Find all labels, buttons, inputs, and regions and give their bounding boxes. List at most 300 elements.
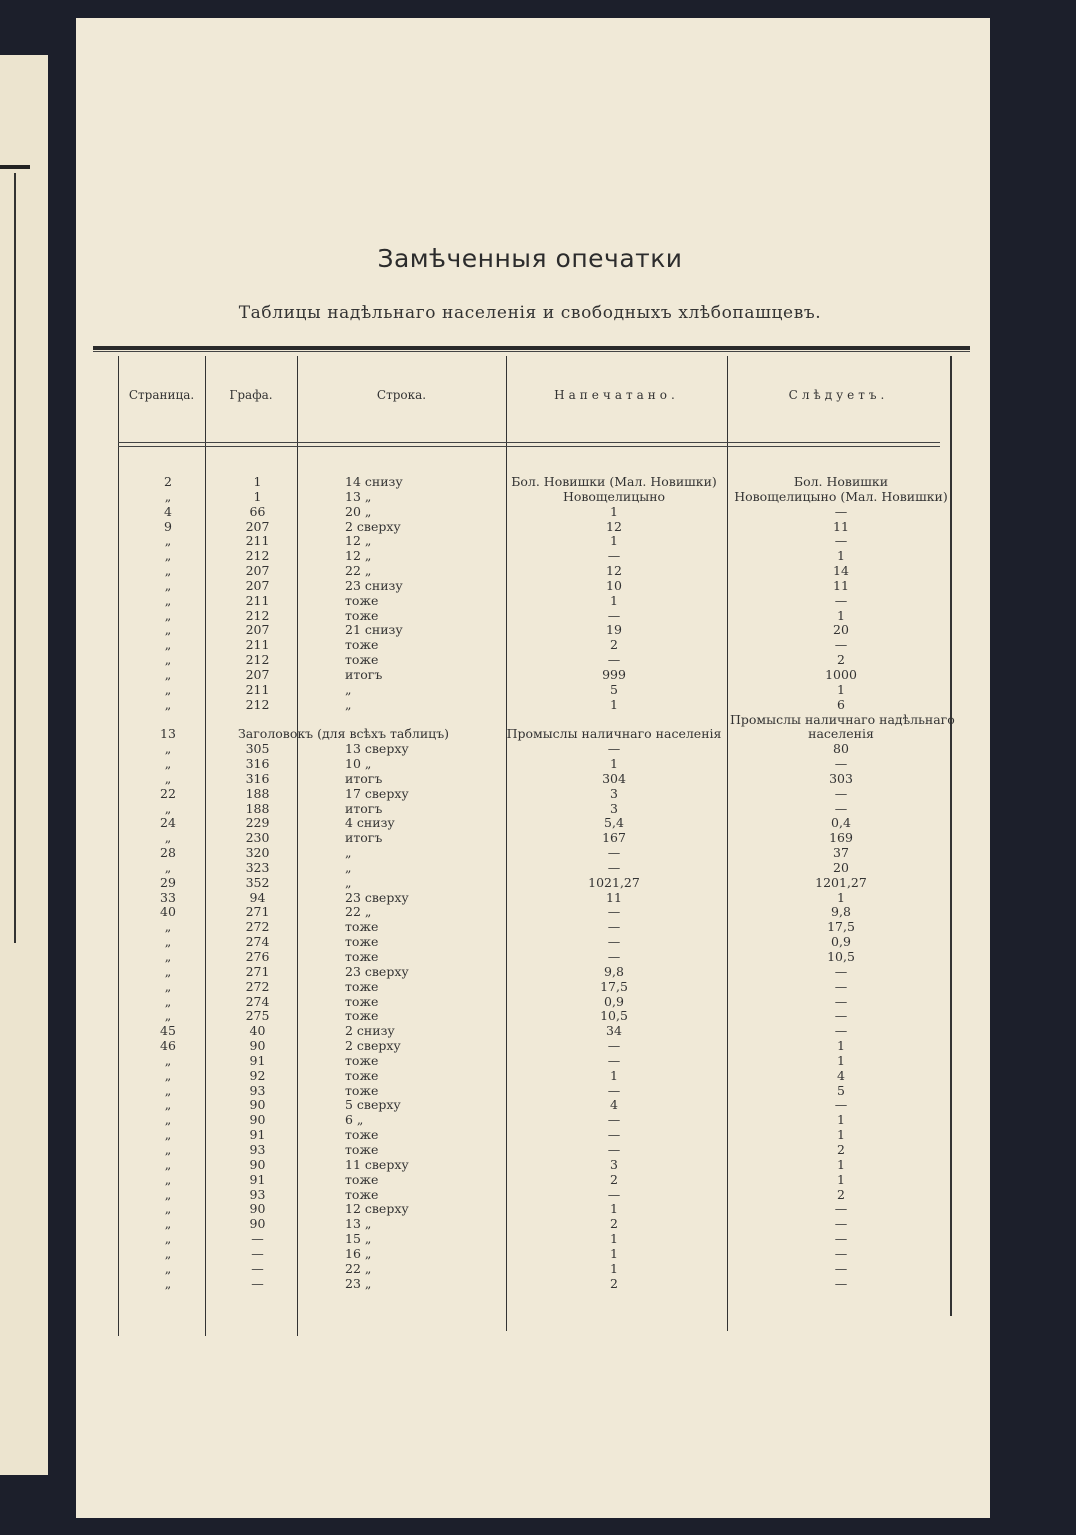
cell-line: тоже — [345, 1171, 379, 1187]
cell-page: „ — [164, 681, 172, 697]
cell-line: тоже — [345, 592, 379, 608]
cell-line: 6 „ — [345, 1112, 364, 1128]
cell-should-be: 1 — [837, 1038, 845, 1054]
cell-page: „ — [164, 696, 172, 712]
cell-page: 28 — [160, 845, 176, 861]
table-row — [0, 489, 1076, 504]
cell-printed: 0,9 — [604, 993, 624, 1009]
cell-line: 11 сверху — [345, 1156, 409, 1172]
cell-printed: 304 — [602, 770, 626, 786]
cell-should-be: 0,4 — [831, 815, 851, 831]
cell-printed: — — [607, 1127, 621, 1143]
cell-should-be: — — [834, 592, 848, 608]
cell-printed: 9,8 — [604, 963, 624, 979]
table-row — [0, 919, 1076, 934]
cell-page: „ — [164, 770, 172, 786]
table-row — [0, 712, 1076, 727]
cell-column: 188 — [245, 800, 270, 816]
cell-should-be: 9,8 — [831, 904, 851, 920]
cell-column: 207 — [245, 577, 270, 593]
cell-line: 2 сверху — [345, 1038, 401, 1054]
cell-should-be: — — [834, 1023, 848, 1039]
cell-column: 66 — [249, 503, 266, 519]
cell-page: „ — [164, 666, 172, 682]
cell-column: 93 — [249, 1141, 266, 1157]
cell-column: 352 — [245, 874, 270, 890]
table-row — [0, 1053, 1076, 1068]
cell-page: 45 — [160, 1023, 176, 1039]
cell-should-be: — — [834, 1260, 848, 1276]
cell-page: „ — [164, 563, 172, 579]
cell-should-be: — — [834, 963, 848, 979]
cell-page: „ — [164, 919, 172, 935]
cell-should-be: 20 — [833, 859, 849, 875]
table-row — [0, 786, 1076, 801]
cell-should-be: 1 — [837, 1156, 845, 1172]
cell-line: 13 „ — [345, 488, 372, 504]
cell-page: 24 — [160, 815, 176, 831]
cell-printed: 1 — [610, 1201, 618, 1217]
cell-column: 271 — [245, 963, 270, 979]
cell-printed: — — [607, 652, 621, 668]
cell-printed: 1 — [610, 592, 618, 608]
cell-should-be: населенія — [808, 726, 874, 742]
cell-column: 211 — [245, 637, 270, 653]
table-row — [0, 1008, 1076, 1023]
cell-printed: — — [607, 1052, 621, 1068]
cell-page: „ — [164, 963, 172, 979]
cell-column: 212 — [245, 607, 270, 623]
table-row — [0, 979, 1076, 994]
cell-page: „ — [164, 1275, 172, 1291]
cell-line: 22 „ — [345, 563, 372, 579]
cell-should-be: 1 — [837, 548, 845, 564]
table-row — [0, 726, 1076, 741]
cell-column: — — [251, 1260, 264, 1276]
cell-page: „ — [164, 1156, 172, 1172]
cell-printed: — — [607, 934, 621, 950]
cell-should-be: 1 — [837, 607, 845, 623]
cell-printed: 3 — [610, 785, 618, 801]
cell-should-be: — — [834, 533, 848, 549]
page-subtitle: Таблицы надѣльнаго населенія и свободныхъ хлѣбопашцевъ. — [238, 303, 822, 323]
cell-column: 212 — [245, 548, 270, 564]
cell-line: тоже — [345, 652, 379, 668]
left-page-rule — [0, 165, 30, 169]
cell-should-be: 11 — [833, 577, 849, 593]
cell-printed: — — [607, 919, 621, 935]
cell-line: 12 „ — [345, 548, 372, 564]
cell-line: 15 „ — [345, 1231, 372, 1247]
table-row — [0, 756, 1076, 771]
cell-printed: 2 — [610, 637, 618, 653]
cell-printed: — — [607, 949, 621, 964]
cell-printed: 1 — [610, 696, 618, 712]
cell-printed: 167 — [602, 830, 626, 846]
table-row — [0, 578, 1076, 593]
cell-line: 16 „ — [345, 1245, 372, 1261]
cell-line: 22 „ — [345, 1260, 372, 1276]
table-row — [0, 548, 1076, 563]
cell-printed: 1 — [610, 533, 618, 549]
cell-column: 211 — [245, 592, 270, 608]
cell-column: 1 — [253, 474, 262, 489]
cell-page: „ — [164, 1052, 172, 1068]
cell-should-be: 14 — [833, 563, 849, 579]
table-row — [0, 667, 1076, 682]
table-row — [0, 1023, 1076, 1038]
cell-line: тоже — [345, 919, 379, 935]
table-row — [0, 964, 1076, 979]
cell-column: 272 — [245, 919, 270, 935]
cell-column: 93 — [249, 1186, 266, 1202]
cell-printed: 19 — [606, 622, 622, 638]
cell-printed: — — [607, 845, 621, 861]
table-row — [0, 994, 1076, 1009]
cell-page: „ — [164, 1097, 172, 1113]
cell-should-be: — — [834, 1216, 848, 1232]
cell-line: „ — [345, 859, 352, 875]
cell-column: 1 — [253, 488, 262, 504]
table-row — [0, 1246, 1076, 1261]
cell-line: тоже — [345, 1127, 379, 1143]
cell-line: 4 снизу — [345, 815, 395, 831]
cell-column: 323 — [245, 859, 270, 875]
cell-line: 2 сверху — [345, 518, 401, 534]
cell-printed: 12 — [606, 563, 622, 579]
cell-page: „ — [164, 1216, 172, 1232]
cell-line: тоже — [345, 1141, 379, 1157]
cell-column: 305 — [245, 741, 270, 757]
table-row — [0, 1112, 1076, 1127]
cell-printed: Промыслы наличнаго населенія — [506, 726, 722, 742]
cell-page: „ — [164, 1231, 172, 1247]
cell-should-be: 2 — [837, 652, 845, 668]
cell-printed: 2 — [610, 1275, 618, 1291]
cell-page: „ — [164, 607, 172, 623]
cell-column: 92 — [249, 1067, 266, 1083]
cell-line: итогъ — [345, 666, 383, 682]
cell-page: „ — [164, 637, 172, 653]
cell-should-be: — — [834, 1097, 848, 1113]
table-row — [0, 504, 1076, 519]
cell-line: „ — [345, 681, 352, 697]
cell-column: 229 — [245, 815, 270, 831]
cell-line: „ — [345, 874, 352, 890]
cell-printed: — — [607, 1186, 621, 1202]
cell-column: 91 — [249, 1052, 266, 1068]
cell-should-be: 169 — [829, 830, 853, 846]
cell-should-be: 20 — [833, 622, 849, 638]
table-row — [0, 1127, 1076, 1142]
cell-should-be: — — [834, 993, 848, 1009]
cell-should-be: — — [834, 800, 848, 816]
cell-printed: 10,5 — [600, 1008, 628, 1024]
cell-line: „ — [345, 845, 352, 861]
header-page: Страница. — [128, 388, 195, 402]
cell-should-be: 1 — [837, 1052, 845, 1068]
table-row — [0, 533, 1076, 548]
cell-line: „ — [345, 696, 352, 712]
cell-line: тоже — [345, 993, 379, 1009]
header-line: Строка. — [376, 388, 427, 402]
table-row — [0, 860, 1076, 875]
cell-page: „ — [164, 978, 172, 994]
cell-line: 23 сверху — [345, 963, 409, 979]
cell-line: итогъ — [345, 770, 383, 786]
cell-printed: 1 — [610, 503, 618, 519]
cell-column: 93 — [249, 1082, 266, 1098]
table-row — [0, 1187, 1076, 1202]
cell-page: „ — [164, 1127, 172, 1143]
cell-should-be: 2 — [837, 1141, 845, 1157]
cell-printed: — — [607, 607, 621, 623]
cell-line: 21 снизу — [345, 622, 403, 638]
cell-should-be: 303 — [829, 770, 853, 786]
header-bottom-rule-2 — [118, 446, 940, 447]
cell-printed: 999 — [602, 666, 626, 682]
cell-page: „ — [164, 1201, 172, 1217]
table-row — [0, 622, 1076, 637]
cell-should-be: — — [834, 756, 848, 772]
table-row — [0, 890, 1076, 905]
cell-printed: 12 — [606, 518, 622, 534]
table-row — [0, 682, 1076, 697]
cell-column: 275 — [245, 1008, 270, 1024]
cell-should-be: — — [834, 637, 848, 653]
cell-column: 91 — [249, 1127, 266, 1143]
cell-printed: 1 — [610, 1067, 618, 1083]
cell-column: 207 — [245, 622, 270, 638]
cell-line: 12 „ — [345, 533, 372, 549]
table-row — [0, 741, 1076, 756]
cell-line: 23 „ — [345, 1275, 372, 1291]
cell-should-be: 1000 — [825, 666, 857, 682]
cell-column: 274 — [245, 934, 270, 950]
cell-should-be: Новощелицыно (Мал. Новишки) — [734, 488, 948, 504]
cell-should-be: 2 — [837, 1186, 845, 1202]
cell-page: „ — [164, 1082, 172, 1098]
table-row — [0, 519, 1076, 534]
cell-should-be: 1 — [837, 889, 845, 905]
header-column: Графа. — [229, 388, 273, 402]
table-top-rule — [93, 346, 970, 350]
cell-should-be: 0,9 — [831, 934, 851, 950]
cell-page: „ — [164, 949, 172, 964]
cell-page: „ — [164, 1112, 172, 1128]
cell-line: 22 „ — [345, 904, 372, 920]
cell-column: 90 — [249, 1201, 266, 1217]
cell-should-be: 1 — [837, 1112, 845, 1128]
cell-page: „ — [164, 741, 172, 757]
table-row — [0, 771, 1076, 786]
cell-column: Заголовокъ (для всѣхъ таблицъ) — [238, 726, 450, 742]
cell-column: 90 — [249, 1038, 266, 1054]
cell-column: 211 — [245, 533, 270, 549]
table-row — [0, 563, 1076, 578]
cell-line: итогъ — [345, 830, 383, 846]
cell-column: — — [251, 1275, 264, 1291]
cell-line: 23 снизу — [345, 577, 403, 593]
cell-printed: — — [607, 1112, 621, 1128]
header-printed: Напечатано. — [554, 388, 679, 402]
cell-column: 94 — [249, 889, 266, 905]
table-row — [0, 1172, 1076, 1187]
cell-column: 40 — [249, 1023, 266, 1039]
cell-page: „ — [164, 488, 172, 504]
cell-column: 211 — [245, 681, 270, 697]
cell-printed: 1 — [610, 1231, 618, 1247]
cell-printed: 1 — [610, 1245, 618, 1261]
cell-printed: — — [607, 859, 621, 875]
cell-page: 46 — [160, 1038, 176, 1054]
cell-should-be: 80 — [833, 741, 849, 757]
cell-printed: 2 — [610, 1171, 618, 1187]
table-row — [0, 1261, 1076, 1276]
cell-column: 271 — [245, 904, 270, 920]
table-row — [0, 697, 1076, 712]
table-row — [0, 1216, 1076, 1231]
cell-line: тоже — [345, 1052, 379, 1068]
cell-line: 2 снизу — [345, 1023, 395, 1039]
cell-printed: 4 — [610, 1097, 618, 1113]
cell-page: „ — [164, 1008, 172, 1024]
table-row — [0, 845, 1076, 860]
cell-line: 13 „ — [345, 1216, 372, 1232]
table-row — [0, 1276, 1076, 1291]
cell-page: „ — [164, 830, 172, 846]
cell-page: „ — [164, 592, 172, 608]
cell-column: 320 — [245, 845, 270, 861]
cell-printed: 3 — [610, 800, 618, 816]
cell-should-be: — — [834, 503, 848, 519]
cell-column: 90 — [249, 1156, 266, 1172]
cell-should-be: 5 — [837, 1082, 845, 1098]
cell-line: тоже — [345, 1008, 379, 1024]
table-row — [0, 1038, 1076, 1053]
cell-printed: 5 — [610, 681, 618, 697]
cell-should-be: 1 — [837, 1171, 845, 1187]
cell-line: тоже — [345, 1067, 379, 1083]
cell-should-be: Бол. Новишки — [793, 474, 889, 489]
cell-column: 207 — [245, 518, 270, 534]
table-top-rule-thin — [93, 351, 970, 352]
cell-printed: — — [607, 1038, 621, 1054]
cell-line: 5 сверху — [345, 1097, 401, 1113]
cell-column: 316 — [245, 756, 270, 772]
cell-line: 13 сверху — [345, 741, 409, 757]
cell-line: 12 сверху — [345, 1201, 409, 1217]
cell-column: — — [251, 1231, 264, 1247]
cell-should-be: — — [834, 785, 848, 801]
cell-printed: 3 — [610, 1156, 618, 1172]
cell-printed: 17,5 — [600, 978, 628, 994]
table-row — [0, 652, 1076, 667]
cell-page: „ — [164, 577, 172, 593]
cell-page: 13 — [160, 726, 176, 742]
cell-printed: Новощелицыно — [562, 488, 666, 504]
cell-line: тоже — [345, 607, 379, 623]
cell-page: „ — [164, 652, 172, 668]
cell-should-be: Промыслы наличнаго надѣльнаго — [730, 711, 955, 727]
cell-should-be: 1 — [837, 1127, 845, 1143]
cell-should-be: — — [834, 1275, 848, 1291]
cell-page: „ — [164, 1067, 172, 1083]
cell-page: „ — [164, 1186, 172, 1202]
cell-line: 20 „ — [345, 503, 372, 519]
cell-printed: — — [607, 741, 621, 757]
cell-column: 212 — [245, 652, 270, 668]
cell-printed: 34 — [606, 1023, 622, 1039]
table-row — [0, 830, 1076, 845]
cell-column: 90 — [249, 1216, 266, 1232]
cell-column: 90 — [249, 1097, 266, 1113]
cell-printed: — — [607, 1141, 621, 1157]
table-row — [0, 934, 1076, 949]
cell-printed: — — [607, 548, 621, 564]
cell-printed: 1 — [610, 756, 618, 772]
cell-column: 316 — [245, 770, 270, 786]
cell-column: 188 — [245, 785, 270, 801]
cell-page: „ — [164, 1245, 172, 1261]
cell-column: 230 — [245, 830, 270, 846]
table-row — [0, 608, 1076, 623]
cell-column: 207 — [245, 666, 270, 682]
table-row — [0, 1068, 1076, 1083]
cell-should-be: — — [834, 1201, 848, 1217]
cell-should-be: 6 — [837, 696, 845, 712]
table-row — [0, 1157, 1076, 1172]
cell-page: 2 — [164, 474, 172, 489]
cell-printed: 5,4 — [604, 815, 624, 831]
cell-page: „ — [164, 548, 172, 564]
cell-line: тоже — [345, 949, 379, 964]
cell-page: „ — [164, 800, 172, 816]
cell-column: 90 — [249, 1112, 266, 1128]
table-row — [0, 637, 1076, 652]
cell-line: тоже — [345, 1186, 379, 1202]
cell-column: 207 — [245, 563, 270, 579]
cell-should-be: 11 — [833, 518, 849, 534]
cell-page: „ — [164, 756, 172, 772]
cell-should-be: — — [834, 1231, 848, 1247]
cell-line: 17 сверху — [345, 785, 409, 801]
cell-should-be: 1201,27 — [815, 874, 867, 890]
cell-printed: Бол. Новишки (Мал. Новишки) — [511, 474, 717, 489]
table-row — [0, 593, 1076, 608]
cell-line: тоже — [345, 978, 379, 994]
cell-line: 14 снизу — [345, 474, 403, 489]
header-should-be: Слѣдуетъ. — [788, 388, 889, 402]
table-row — [0, 801, 1076, 816]
cell-should-be: 10,5 — [827, 949, 855, 964]
cell-should-be: — — [834, 978, 848, 994]
cell-should-be: — — [834, 1245, 848, 1261]
cell-printed: 2 — [610, 1216, 618, 1232]
cell-line: тоже — [345, 934, 379, 950]
cell-page: 40 — [160, 904, 176, 920]
cell-page: 22 — [160, 785, 176, 801]
table-row — [0, 1142, 1076, 1157]
cell-page: „ — [164, 1260, 172, 1276]
cell-page: „ — [164, 934, 172, 950]
cell-column: 276 — [245, 949, 270, 964]
cell-column: 91 — [249, 1171, 266, 1187]
cell-printed: — — [607, 904, 621, 920]
cell-page: „ — [164, 1141, 172, 1157]
errata-table-body — [0, 474, 1076, 1290]
table-row — [0, 949, 1076, 964]
